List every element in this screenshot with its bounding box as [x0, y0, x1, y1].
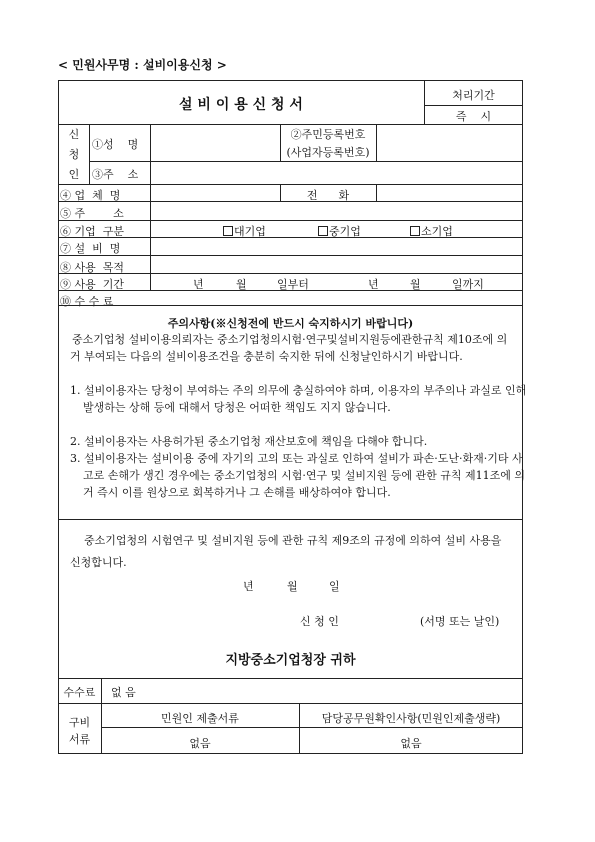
- official-docs-value: 없음: [400, 737, 422, 750]
- footer-fee-value: 없 음: [111, 686, 136, 699]
- processing-period-value: 즉 시: [455, 110, 492, 123]
- applicant-signature-label: 신 청 인: [300, 615, 339, 628]
- notice-item-1: 1. 설비이용자는 당청이 부여하는 주의 의무에 충실하여야 하며, 이용자의 부주의나 과실로 인해 발생하는 상해 등에 대해서 당청은 어떠한 책임도 지지 않습니다.: [70, 384, 527, 414]
- applicant-label-1: 신: [68, 128, 80, 141]
- notice-intro: 중소기업청 설비이용의뢰자는 중소기업청의시험·연구및설비지원등에관한규칙 제10조에 의거 부여되는 다음의 설비이용조건을 충분히 숙지한 뒤에 신청날인하시기 바랍니다.: [70, 333, 508, 363]
- form-header-title: < 민원사무명 : 설비이용신청 >: [58, 58, 227, 72]
- id-number-label: ②주민등록번호: [290, 128, 366, 141]
- date-day: 일: [329, 580, 340, 593]
- civil-docs-header: 민원인 제출서류: [161, 712, 239, 725]
- fee-label: ⑩ 수 수 료: [60, 295, 114, 308]
- usage-purpose-label: ⑧ 사용 목적: [60, 261, 124, 274]
- usage-period-label: ⑨ 사용 기간: [60, 278, 124, 291]
- company-type-label: ⑥ 기업 구분: [60, 225, 124, 238]
- declaration-text: 중소기업청의 시험연구 및 설비지원 등에 관한 규칙 제9조의 규정에 의하여 설비 사용을 신청합니다.: [70, 534, 502, 569]
- period-from-label: 일부터: [277, 278, 309, 291]
- period-end-year: 년: [368, 278, 379, 291]
- checkbox-icon: [223, 226, 233, 236]
- notice-heading: 주의사항(※신청전에 반드시 숙지하시기 바랍니다): [167, 317, 414, 330]
- business-number-label: (사업자등록번호): [286, 146, 370, 159]
- processing-period-label: 처리기간: [452, 89, 495, 102]
- large-enterprise-option[interactable]: 대기업: [223, 223, 266, 239]
- civil-docs-value: 없음: [189, 737, 211, 750]
- name-label: ①성 명: [92, 138, 139, 151]
- footer-fee-label: 수수료: [63, 686, 96, 699]
- required-docs-label-1: 구비: [68, 716, 91, 729]
- company-address-label: ⑤ 주 소: [60, 207, 124, 220]
- applicant-label-3: 인: [68, 168, 80, 181]
- period-to-label: 일까지: [452, 278, 484, 291]
- applicant-address-label: ③주 소: [92, 168, 139, 181]
- phone-label: 전 화: [306, 189, 350, 202]
- notice-item-2: 2. 설비이용자는 사용허가된 중소기업청 재산보호에 책임을 다해야 합니다.: [70, 435, 428, 448]
- checkbox-icon: [318, 226, 328, 236]
- equipment-name-label: ⑦ 설 비 명: [60, 242, 121, 255]
- official-docs-header: 담당공무원확인사항(민원인제출생략): [321, 712, 501, 725]
- checkbox-icon: [410, 226, 420, 236]
- addressee: 지방중소기업청장 귀하: [225, 653, 356, 668]
- signature-note: (서명 또는 날인): [420, 615, 500, 628]
- period-end-month: 월: [410, 278, 421, 291]
- period-start-year: 년: [193, 278, 204, 291]
- applicant-label-2: 청: [68, 148, 80, 161]
- required-docs-label-2: 서류: [68, 733, 91, 746]
- period-start-month: 월: [236, 278, 247, 291]
- medium-enterprise-option[interactable]: 중기업: [318, 223, 361, 239]
- date-month: 월: [287, 580, 298, 593]
- company-name-label: ④ 업 체 명: [60, 189, 121, 202]
- form-title: 설 비 이 용 신 청 서: [179, 97, 303, 113]
- date-year: 년: [243, 580, 254, 593]
- notice-item-3: 3. 설비이용자는 설비이용 중에 자기의 고의 또는 과실로 인하여 설비가 파손·도난·화재·기타 사고로 손해가 생긴 경우에는 중소기업청의 시험·연구 및 설비지원 등에 관한 규칙 제11조에 의거 즉시 이를 원상으로 회복하거나 그 손해를 배상하여야 합니다.: [70, 452, 525, 499]
- small-enterprise-option[interactable]: 소기업: [410, 223, 453, 239]
